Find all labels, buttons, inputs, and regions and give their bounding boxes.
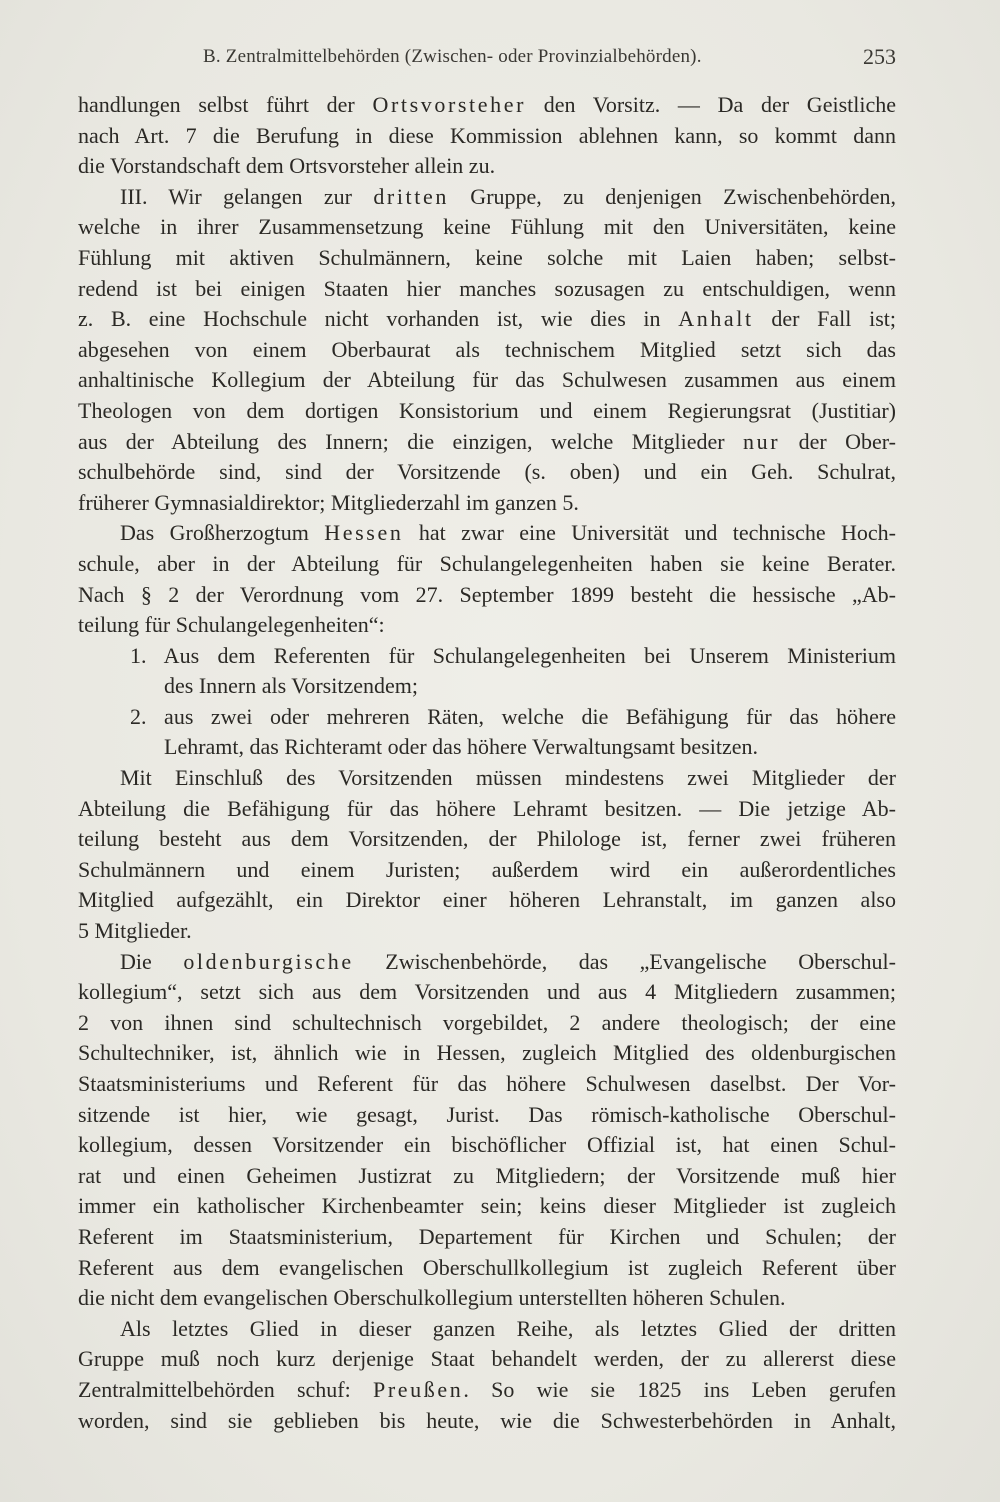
text-run: die Vorstandschaft dem Ortsvorsteher allein zu.: [78, 153, 496, 179]
text-run: aus der Abteilung des Innern; die einzigen, welche Mitglieder: [78, 428, 744, 454]
text-run: Das Großherzogtum: [120, 520, 325, 546]
text-run: nach Art. 7 die Berufung in diese Kommission ablehnen kann, so kommt dann: [78, 122, 896, 148]
text-run: schule, aber in der Abteilung für Schulangelegenheiten haben sie keine Berater.: [78, 550, 896, 576]
text-line: [78, 518, 896, 549]
text-run: hat zwar eine Universität und technische Hoch-: [403, 520, 896, 546]
text-line: [78, 855, 896, 886]
text-line: [78, 396, 896, 427]
text-run: 5 Mitglieder.: [78, 918, 192, 944]
text-run: handlungen selbst führt der: [78, 92, 373, 117]
text-line: [78, 947, 896, 978]
text-line: [78, 335, 896, 366]
text-run: abgesehen von einem Oberbaurat als technischem Mitglied setzt sich das: [78, 336, 896, 362]
spaced-emphasis: Anhalt: [678, 306, 754, 332]
text-line: [78, 488, 896, 519]
paragraph: [78, 518, 896, 640]
text-line: [78, 641, 896, 672]
text-line: [78, 365, 896, 396]
text-line: [78, 763, 896, 794]
text-run: sitzende ist hier, wie gesagt, Jurist. Das römisch-katholische Oberschul-: [78, 1101, 896, 1127]
text-line: [78, 671, 896, 702]
text-line: [78, 1191, 896, 1222]
text-line: [78, 1314, 896, 1345]
text-run: Lehramt, das Richteramt oder das höhere Verwaltungsamt besitzen.: [164, 734, 759, 760]
text-line: [78, 457, 896, 488]
paragraph: [78, 90, 896, 182]
text-run: . So wie sie 1825 ins Leben gerufen: [463, 1376, 896, 1402]
spaced-emphasis: oldenburgische: [183, 948, 354, 974]
text-line: [78, 1100, 896, 1131]
text-run: Theologen von dem dortigen Konsistorium und einem Regierungsrat (Justitiar): [78, 397, 896, 423]
text-line: [78, 1069, 896, 1100]
text-run: kollegium, dessen Vorsitzender ein bischöflicher Offizial ist, hat einen Schul-: [78, 1132, 896, 1158]
text-run: Staatsministeriums und Referent für das höhere Schulwesen daselbst. Der Vor-: [78, 1071, 896, 1096]
paragraph: [78, 763, 896, 947]
text-run: der Fall ist;: [753, 306, 896, 332]
spaced-emphasis: Ortsvorsteher: [372, 92, 526, 117]
text-line: [78, 1344, 896, 1375]
text-line: [78, 977, 896, 1008]
text-run: immer ein katholischer Kirchenbeamter sein; keins dieser Mitglieder ist zugleich: [78, 1193, 896, 1219]
paragraph: [78, 702, 896, 763]
text-line: [78, 1038, 896, 1069]
text-line: [78, 1161, 896, 1192]
text-run: Zwischenbehörde, das „Evangelische Oberschul-: [353, 948, 896, 974]
text-run: Referent im Staatsministerium, Departement für Kirchen und Schulen; der: [78, 1223, 896, 1249]
text-run: früherer Gymnasialdirektor; Mitgliederzahl im ganzen 5.: [78, 489, 579, 515]
text-line: [78, 212, 896, 243]
text-line: [78, 1222, 896, 1253]
text-run: 2 von ihnen sind schultechnisch vorgebildet, 2 andere theologisch; der eine: [78, 1009, 896, 1035]
text-run: Die: [120, 948, 184, 974]
paragraph: [78, 182, 896, 519]
text-run: Nach § 2 der Verordnung vom 27. September 1899 besteht die hessische „Ab-: [78, 581, 896, 607]
text-run: Fühlung mit aktiven Schulmännern, keine solche mit Laien haben; selbst-: [78, 244, 896, 270]
text-run: Gruppe muß noch kurz derjenige Staat behandelt werden, der zu allererst diese: [78, 1346, 896, 1372]
text-run: der Ober-: [780, 428, 896, 454]
text-run: 1. Aus dem Referenten für Schulangelegenheiten bei Unserem Ministerium: [130, 642, 896, 668]
text-run: teilung für Schulangelegenheiten“:: [78, 612, 385, 638]
text-run: kollegium“, setzt sich aus dem Vorsitzenden und aus 4 Mitgliedern zusammen;: [78, 979, 896, 1005]
text-run: worden, sind sie geblieben bis heute, wie die Schwesterbehörden in Anhalt,: [78, 1407, 896, 1433]
text-line: [78, 580, 896, 611]
paragraph: [78, 1314, 896, 1436]
text-run: teilung besteht aus dem Vorsitzenden, der Philologe ist, ferner zwei früheren: [78, 826, 896, 852]
text-run: des Innern als Vorsitzendem;: [164, 673, 418, 699]
text-line: [78, 304, 896, 335]
text-run: Referent aus dem evangelischen Oberschullkollegium ist zugleich Referent über: [78, 1254, 896, 1280]
running-title: B. Zentralmittelbehörden (Zwischen- oder Provinzialbehörden).: [203, 46, 702, 67]
body-text: [78, 90, 896, 1436]
text-run: III. Wir gelangen zur: [120, 183, 374, 209]
text-run: Schulmännern und einem Juristen; außerdem wird ein außerordentliches: [78, 856, 896, 882]
text-run: Als letztes Glied in dieser ganzen Reihe, als letztes Glied der dritten: [120, 1315, 896, 1341]
text-run: Mit Einschluß des Vorsitzenden müssen mindestens zwei Mitglieder der: [120, 765, 896, 791]
text-line: [78, 732, 896, 763]
paragraph: [78, 641, 896, 702]
text-run: Mitglied aufgezählt, ein Direktor einer höheren Lehranstalt, im ganzen also: [78, 887, 896, 913]
text-line: [78, 151, 896, 182]
running-head: [78, 46, 896, 76]
text-line: [78, 610, 896, 641]
text-run: die nicht dem evangelischen Oberschulkollegium unterstellten höheren Schulen.: [78, 1285, 786, 1311]
spaced-emphasis: dritten: [373, 183, 449, 209]
text-line: [78, 702, 896, 733]
text-run: Gruppe, zu denjenigen Zwischenbehörden,: [448, 183, 896, 209]
text-run: redend ist bei einigen Staaten hier manches sozusagen zu entschuldigen, wenn: [78, 275, 896, 301]
text-run: schulbehörde sind, sind der Vorsitzende (s. oben) und ein Geh. Schulrat,: [78, 459, 896, 485]
text-line: [78, 1253, 896, 1284]
text-line: [78, 885, 896, 916]
text-line: [78, 274, 896, 305]
text-run: rat und einen Geheimen Justizrat zu Mitgliedern; der Vorsitzende muß hier: [78, 1162, 896, 1188]
text-run: Schultechniker, ist, ähnlich wie in Hessen, zugleich Mitglied des oldenburgischen: [78, 1040, 896, 1066]
text-line: [78, 916, 896, 947]
text-run: anhaltinische Kollegium der Abteilung für das Schulwesen zusammen aus einem: [78, 367, 896, 393]
text-run: den Vorsitz. — Da der Geistliche: [526, 92, 896, 117]
text-line: [78, 243, 896, 274]
page-number: 253: [863, 44, 896, 69]
text-line: [78, 182, 896, 213]
text-line: [78, 1406, 896, 1437]
paragraph: [78, 947, 896, 1314]
text-run: Abteilung die Befähigung für das höhere Lehramt besitzen. — Die jetzige Ab-: [78, 795, 896, 821]
text-line: [78, 1375, 896, 1406]
text-line: [78, 1130, 896, 1161]
text-line: [78, 1283, 896, 1314]
text-line: [78, 90, 896, 121]
text-line: [78, 549, 896, 580]
text-line: [78, 824, 896, 855]
text-line: [78, 1008, 896, 1039]
spaced-emphasis: Preußen: [373, 1376, 464, 1402]
spaced-emphasis: nur: [743, 428, 781, 454]
text-line: [78, 121, 896, 152]
text-run: Zentralmittelbehörden schuf:: [78, 1376, 374, 1402]
text-run: 2. aus zwei oder mehreren Räten, welche die Befähigung für das höhere: [130, 703, 896, 729]
text-run: welche in ihrer Zusammensetzung keine Fühlung mit den Universitäten, keine: [78, 214, 896, 240]
spaced-emphasis: Hessen: [324, 520, 404, 546]
text-run: z. B. eine Hochschule nicht vorhanden ist, wie dies in: [78, 306, 679, 332]
text-line: [78, 794, 896, 825]
text-line: [78, 427, 896, 458]
